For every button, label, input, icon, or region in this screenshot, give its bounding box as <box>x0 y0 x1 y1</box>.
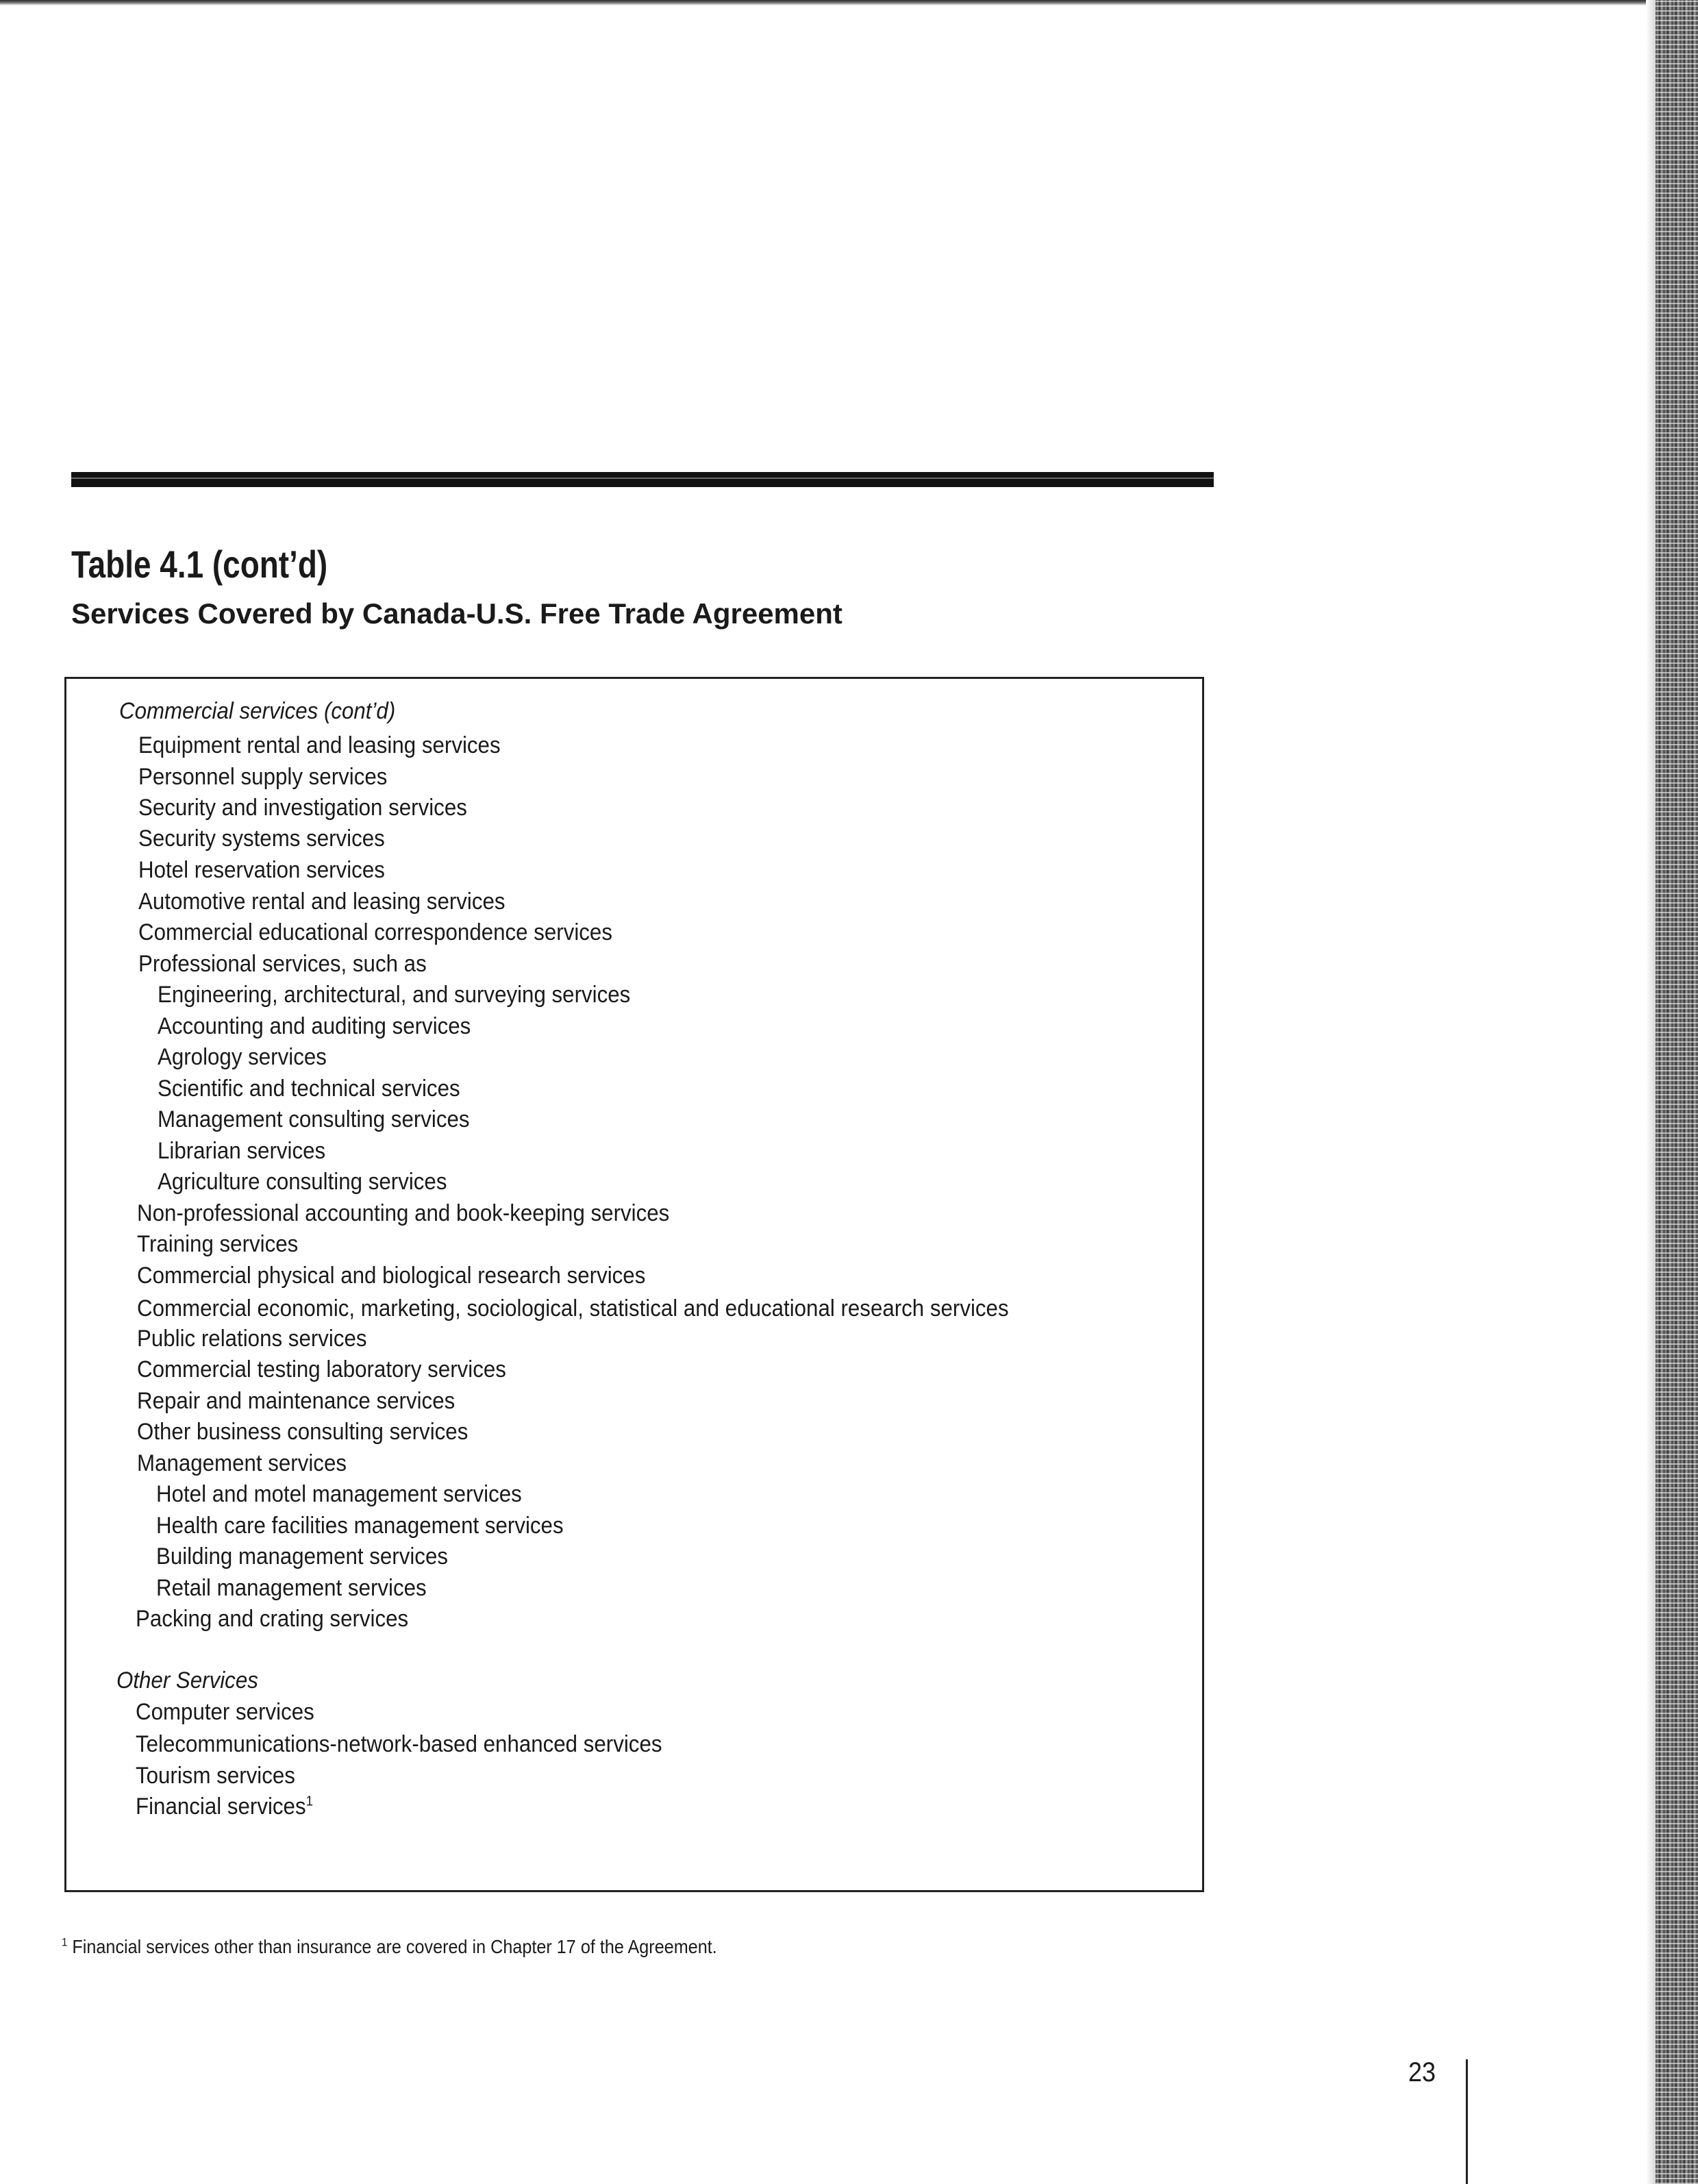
table-label: Table 4.1 (cont’d) <box>71 543 328 586</box>
list-item: Public relations services <box>137 1326 367 1352</box>
list-item: Security and investigation services <box>138 795 467 821</box>
list-item: Commercial physical and biological research services <box>137 1263 646 1289</box>
list-item: Commercial testing laboratory services <box>137 1356 506 1382</box>
list-subitem: Accounting and auditing services <box>158 1013 471 1039</box>
list-item: Personnel supply services <box>138 764 388 790</box>
list-item: Computer services <box>136 1699 314 1725</box>
scan-edge-shadow <box>1646 0 1656 2184</box>
list-item: Hotel reservation services <box>138 857 385 883</box>
footnote-marker: 1 <box>305 1794 314 1809</box>
section-heading-commercial: Commercial services (cont’d) <box>119 698 396 724</box>
list-item-text: Financial services <box>136 1794 306 1820</box>
header-rule <box>71 472 1214 487</box>
list-item-financial-services <box>136 1791 313 1822</box>
table-title: Services Covered by Canada-U.S. Free Trade Agreement <box>71 597 842 630</box>
list-item: Equipment rental and leasing services <box>138 732 501 758</box>
list-item: Repair and maintenance services <box>137 1388 455 1414</box>
list-item: Security systems services <box>138 826 385 852</box>
section-heading-other: Other Services <box>116 1667 258 1693</box>
list-subitem: Retail management services <box>156 1575 427 1601</box>
footnote <box>62 1933 717 1961</box>
list-subitem: Agriculture consulting services <box>158 1169 447 1195</box>
list-subitem: Building management services <box>156 1543 448 1569</box>
list-item: Training services <box>137 1231 299 1257</box>
list-item: Management services <box>137 1450 347 1476</box>
list-subitem: Health care facilities management services <box>156 1513 564 1539</box>
list-subitem: Hotel and motel management services <box>156 1481 522 1507</box>
list-subitem: Librarian services <box>158 1138 326 1164</box>
page-number-rule <box>1466 2059 1468 2184</box>
footnote-text: Financial services other than insurance are covered in Chapter 17 of the Agreement. <box>72 1936 717 1957</box>
list-item: Automotive rental and leasing services <box>138 889 505 915</box>
list-item: Commercial economic, marketing, sociological, statistical and educational research services <box>137 1295 1009 1321</box>
list-item: Other business consulting services <box>137 1419 469 1445</box>
list-subitem: Management consulting services <box>158 1106 470 1132</box>
header-rule-texture <box>71 477 1214 479</box>
page-number: 23 <box>1408 2057 1436 2087</box>
list-item: Non-professional accounting and book-keeping services <box>137 1200 670 1226</box>
list-item: Telecommunications-network-based enhanced services <box>136 1731 662 1757</box>
scan-binding-edge <box>1656 0 1698 2184</box>
list-subitem: Scientific and technical services <box>158 1076 460 1102</box>
list-item: Tourism services <box>136 1763 295 1789</box>
list-item: Commercial educational correspondence services <box>138 919 612 945</box>
scan-top-edge <box>0 0 1658 5</box>
list-item: Packing and crating services <box>136 1606 409 1632</box>
list-subitem: Engineering, architectural, and surveying services <box>158 982 631 1008</box>
list-item: Professional services, such as <box>138 951 427 977</box>
list-subitem: Agrology services <box>158 1044 327 1070</box>
footnote-marker: 1 <box>62 1935 68 1949</box>
